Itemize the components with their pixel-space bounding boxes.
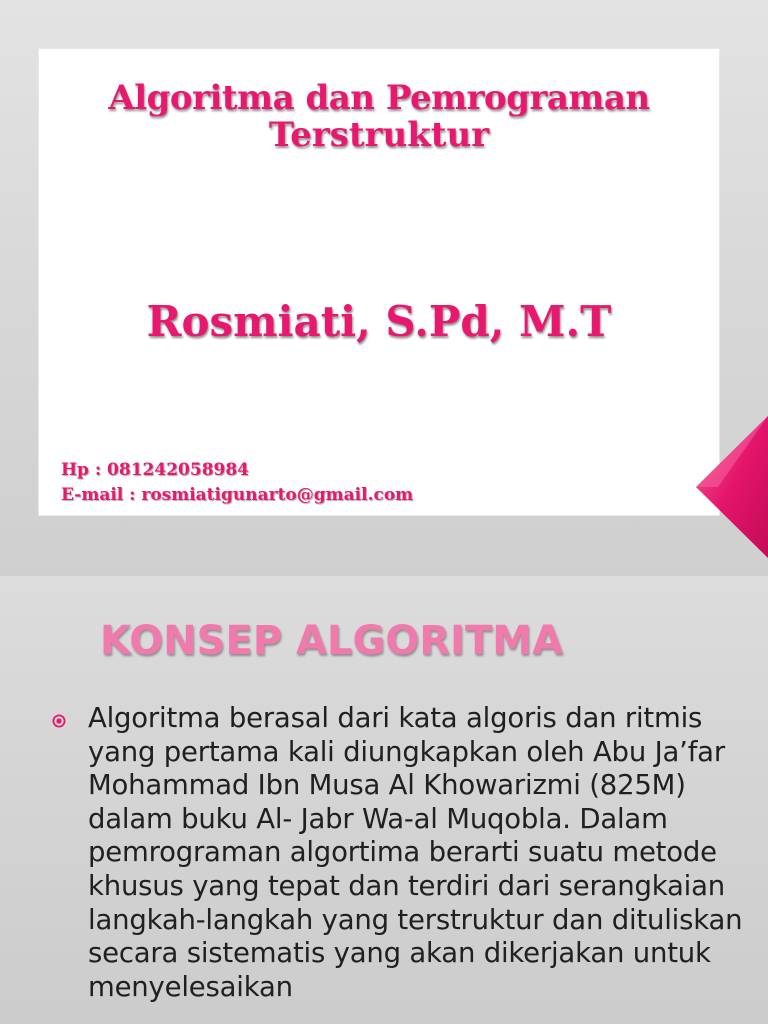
- slide-heading: KONSEP ALGORITMA: [100, 618, 564, 664]
- slide-title-line-1: Algoritma dan Pemrograman: [108, 78, 650, 118]
- contact-email: E-mail : rosmiatigunarto@gmail.com: [61, 485, 414, 505]
- content-slide: [0, 576, 768, 1024]
- slide-title-line-2: Terstruktur: [268, 115, 490, 155]
- circle-bullet-icon: [52, 714, 66, 728]
- contact-phone: Hp : 081242058984: [61, 460, 250, 480]
- author-name: Rosmiati, S.Pd, M.T: [146, 297, 612, 346]
- title-box: [38, 48, 720, 516]
- pink-arrow-decoration: [688, 416, 768, 558]
- bullet-text: Algoritma berasal dari kata algoris dan ritmis yang pertama kali diungkapkan oleh Abu Ja’far Mohammad Ibn Musa Al Khowarizmi (825M) dalam buku Al- Jabr Wa-al Muqobla. Dalam pemrograman algortima berarti suatu metode khusus yang tepat dan terdiri dari serangkaian langkah-langkah yang terstruktur dan dituliskan secara sistematis yang akan dikerjakan untuk menyelesaikan: [88, 702, 743, 1003]
